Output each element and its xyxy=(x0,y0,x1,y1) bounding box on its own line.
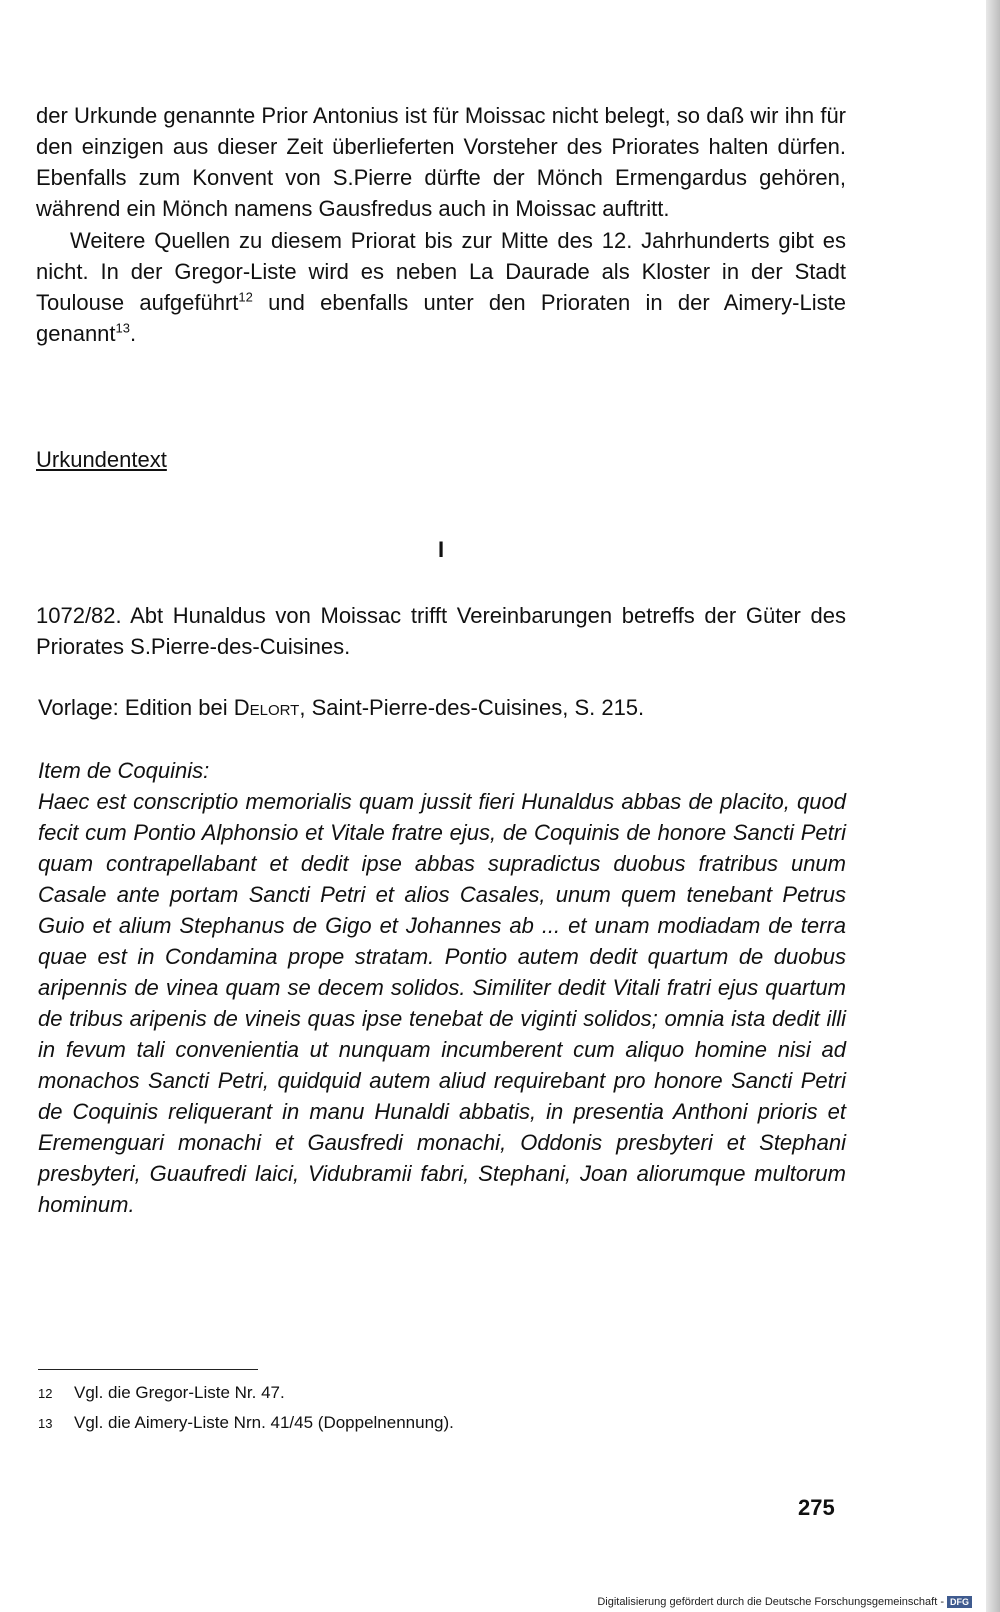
footnote-number: 12 xyxy=(38,1386,53,1401)
intro-text xyxy=(36,100,846,349)
footnote-number: 13 xyxy=(38,1416,53,1431)
footnote-13 xyxy=(38,1408,454,1438)
digitization-credit xyxy=(597,1596,972,1608)
intro-paragraph-1: der Urkunde genannte Prior Antonius ist für Moissac nicht belegt, so daß wir ihn für den einzigen aus dieser Zeit überlieferten Vorsteher des Priorates halten dürfen. Ebenfalls zum Konvent von S.Pierre dürfte der Mönch Ermengardus gehören, während ein Mönch namens Gausfredus auch in Moissac auftritt. xyxy=(36,103,846,221)
latin-title: Item de Coquinis: xyxy=(38,758,210,783)
intro-paragraph-2-part-c: . xyxy=(130,321,137,346)
source-author: Delort xyxy=(233,695,300,720)
document-summary: 1072/82. Abt Hunaldus von Moissac trifft Vereinbarungen betreffs der Güter des Priorates S.Pierre-des-Cuisines. xyxy=(36,603,846,659)
source-prefix: Vorlage: Edition bei xyxy=(38,695,234,720)
page-number: 275 xyxy=(798,1495,835,1520)
credit-text: Digitalisierung gefördert durch die Deutsche Forschungsgemeinschaft - xyxy=(597,1596,944,1608)
page-edge-shadow xyxy=(986,0,1000,1612)
source-suffix: , Saint-Pierre-des-Cuisines, S. 215. xyxy=(299,695,645,720)
footnote-text: Vgl. die Gregor-Liste Nr. 47. xyxy=(74,1383,285,1402)
dfg-logo[interactable]: DFG xyxy=(947,1596,972,1608)
document-number: I xyxy=(437,537,445,562)
latin-body: Haec est conscriptio memorialis quam jussit fieri Hunaldus abbas de placito, quod fecit cum Pontio Alphonsio et Vitale fratre ejus, de Coquinis de honore Sancti Petri quam contrapellabant et dedit ipse abbas supradictus duobus fratribus unum Casale ante portam Sancti Petri et alios Casales, unum quem tenebant Petrus Guio et alium Stephanus de Gigo et Johannes ab ... et unam modiadam de terra quae est in Condamina prope stratam. Pontio autem dedit quartum de duobus aripennis de vinea quam se decem solidos. Similiter dedit Vitali fratri ejus quartum de tribus aripenis de vineis quas ipse tenebat de viginti solidos; omnia ista dedit illi in fevum tali convenientia ut nunquam incumberent cum aliquo homine nisi ad monachos Sancti Petri, quidquid autem aliud requirebant pro honore Sancti Petri de Coquinis reliquerant in manu Hunaldi abbatis, in presentia Anthoni prioris et Eremenguari monachi et Gausfredi monachi, Oddonis presbyteri et Stephani presbyteri, Guaufredi laici, Vidubramii fabri, Stephani, Joan aliorumque multorum hominum. xyxy=(38,789,846,1217)
footnote-ref-13[interactable]: 13 xyxy=(115,320,130,336)
footnote-ref-12[interactable]: 12 xyxy=(238,289,253,305)
intro-paragraph-2-part-a: Weitere Quellen zu diesem Priorat bis zur Mitte des 12. Jahrhunderts gibt es nicht. In der Gregor-Liste wird es neben La Daurade als Kloster in der Stadt Toulouse aufgeführt xyxy=(36,228,846,315)
section-heading: Urkundentext xyxy=(36,447,167,472)
latin-charter-text xyxy=(38,755,846,1220)
footnote-divider xyxy=(38,1369,258,1370)
intro-paragraph-2 xyxy=(36,225,846,349)
footnotes xyxy=(38,1378,454,1438)
intro-paragraph-2-part-b: und ebenfalls unter den Prioraten in der Aimery-Liste genannt xyxy=(36,290,846,346)
footnote-text: Vgl. die Aimery-Liste Nrn. 41/45 (Doppelnennung). xyxy=(74,1413,454,1432)
source-reference xyxy=(38,695,644,721)
footnote-12 xyxy=(38,1378,454,1408)
